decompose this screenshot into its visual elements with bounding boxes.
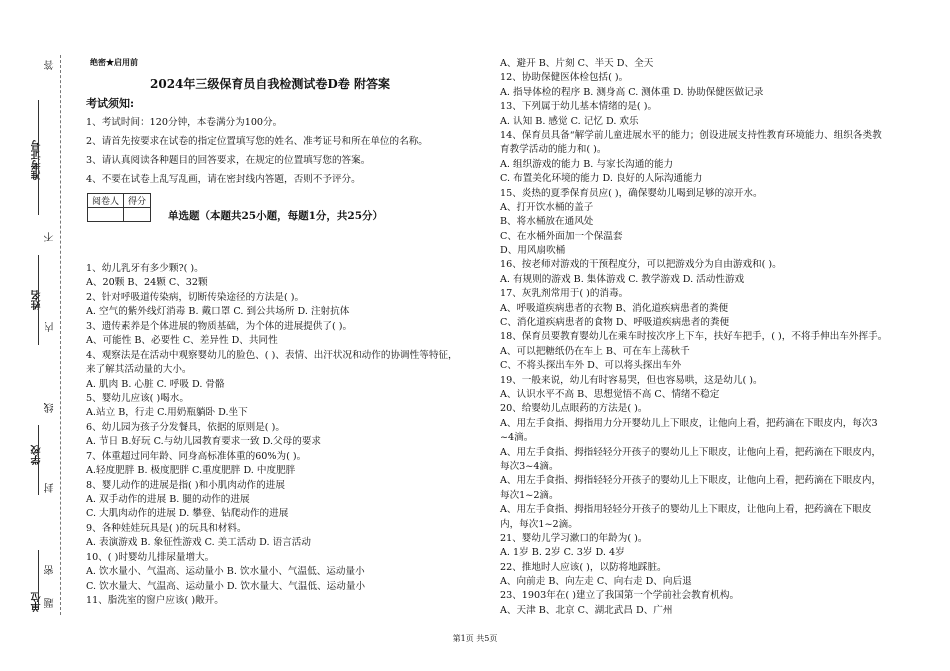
question-line: 7、体重超过同年龄、同身高标准体重的60%为( )。 <box>86 450 307 462</box>
question-line: 1、幼儿乳牙有多少颗?( )。 <box>86 263 204 274</box>
question-line: A. 双手动作的进展 B. 腿的动作的进展 <box>86 494 250 505</box>
left-question-column <box>86 262 491 609</box>
admission-number-label: 准考证号 <box>32 140 43 180</box>
question-line: 来了解其活动量的大小。 <box>86 364 192 376</box>
question-line: 19、一般来说，幼儿有时容易哭，但也容易哄，这是幼儿( )。 <box>500 374 763 386</box>
binding-fragment-da: 答 <box>45 60 56 70</box>
question-line: 5、婴幼儿应该( )喝水。 <box>86 392 189 404</box>
binding-fragment-nei: 内 <box>45 322 56 332</box>
question-line: 20、给婴幼儿点眼药的方法是( )。 <box>500 403 648 415</box>
question-line: 9、各种娃娃玩具是( )的玩具和材料。 <box>86 522 247 534</box>
question-line: A. 有规则的游戏 B. 集体游戏 C. 教学游戏 D. 活动性游戏 <box>500 273 745 285</box>
question-line: A、用左手食指、拇指用力分开婴幼儿上下眼皮，让他向上看，把药滴在下眼皮内，每次3 <box>500 417 878 429</box>
question-line: A. 认知 B. 感觉 C. 记忆 D. 欢乐 <box>500 115 639 127</box>
reviewer-cell: 阅卷人 <box>88 194 124 208</box>
binding-fragment-feng: 封 <box>45 483 56 493</box>
question-line: 育教学活动的能力和( )。 <box>500 144 607 156</box>
question-line: C、在水桶外面加一个保温套 <box>500 230 623 242</box>
question-line: D、用风扇吹桶 <box>500 245 566 257</box>
binding-fragment-bu: 不 <box>45 232 56 242</box>
question-line: A、用左手食指、拇指轻轻分开孩子的婴幼儿上下眼皮，让他向上看，把药滴在下眼皮内， <box>500 475 882 487</box>
question-line: 22、推地时人应该( )，以防将地踩脏。 <box>500 561 667 573</box>
question-line: A. 饮水量小、气温高、运动量小 B. 饮水量小、气温低、运动量小 <box>86 566 365 578</box>
question-line: A. 1岁 B. 2岁 C. 3岁 D. 4岁 <box>500 547 625 559</box>
binding-fragment-ti: 题 <box>45 598 56 608</box>
question-line: 内，每次1~2滴。 <box>500 518 578 530</box>
question-line: A. 肌肉 B. 心脏 C. 呼吸 D. 骨骼 <box>86 378 225 390</box>
question-line: A、向前走 B、向左走 C、向右走 D、向后退 <box>500 576 692 588</box>
question-line: 17、灰乳剂常用于( )的消毒。 <box>500 288 629 300</box>
unit-label: 单位 <box>32 592 43 612</box>
question-line: A. 指导体检的程序 B. 测身高 C. 测体重 D. 协助保健医做记录 <box>500 86 764 98</box>
question-line: A、打开饮水桶的盖子 <box>500 201 594 213</box>
notice-item: 4、不要在试卷上乱写乱画，请在密封线内答题，否则不予评分。 <box>86 174 361 185</box>
reviewer-input-cell[interactable] <box>88 208 124 222</box>
binding-fragment-xian: 线 <box>45 403 56 413</box>
question-line: A、用左手食指、拇指用轻轻分开孩子的婴幼儿上下眼皮，让他向上看，把药滴在下眼皮 <box>500 504 872 516</box>
question-line: A、20颗 B、24颗 C、32颗 <box>86 277 208 289</box>
notice-heading: 考试须知: <box>86 97 135 110</box>
question-line: 21、婴幼儿学习漱口的年龄为( )。 <box>500 532 648 544</box>
notice-item: 2、请首先按要求在试卷的指定位置填写您的姓名、准考证号和所在单位的名称。 <box>86 136 428 147</box>
question-line: C、消化道疾病患者的食物 D、呼吸道疾病患者的粪便 <box>500 317 730 329</box>
name-field[interactable] <box>38 255 39 345</box>
unit-field[interactable] <box>38 550 39 605</box>
section-title: 单选题（本题共25小题，每题1分，共25分） <box>168 210 384 222</box>
question-line: 每次3~4滴。 <box>500 460 559 472</box>
question-line: C. 大肌肉动作的进展 D. 攀登、钻爬动作的进展 <box>86 508 289 520</box>
score-box <box>87 193 151 222</box>
question-line: A. 表演游戏 B. 象征性游戏 C. 美工活动 D. 语言活动 <box>86 537 311 549</box>
school-field[interactable] <box>38 425 39 495</box>
right-question-column <box>500 57 910 618</box>
question-line: A、可能性 B、必要性 C、差异性 D、共同性 <box>86 335 278 347</box>
question-line: 2、针对呼吸道传染病，切断传染途径的方法是( )。 <box>86 291 305 303</box>
question-line: A.轻度肥胖 B. 极度肥胖 C.重度肥胖 D. 中度肥胖 <box>86 465 296 477</box>
secret-mark: 绝密★启用前 <box>90 57 138 67</box>
notice-item: 1、考试时间：120分钟，本卷满分为100分。 <box>86 117 283 128</box>
page-number: 第1页 共5页 <box>452 634 498 643</box>
binding-fragment-mi: 密 <box>45 565 56 575</box>
admission-number-field[interactable] <box>38 100 39 215</box>
question-line: C、不将头探出车外 D、可以将头探出车外 <box>500 360 682 372</box>
question-line: 18、保育员要教育婴幼儿在乘车时按次序上下车，扶好车把手，( )，不将手伸出车外挥手。 <box>500 331 888 343</box>
question-line: 3、遗传素养是个体进展的物质基础，为个体的进展提供了( )。 <box>86 320 353 332</box>
question-line: A、天津 B、北京 C、湖北武昌 D、广州 <box>500 604 673 616</box>
question-line: A. 节日 B.好玩 C.与幼儿园教育要求一致 D.父母的要求 <box>86 436 322 448</box>
question-line: 23、1903年在( )建立了我国第一个学前社会教育机构。 <box>500 590 740 602</box>
question-line: 6、幼儿园为孩子分发餐具，依据的原则是( )。 <box>86 421 285 433</box>
name-label: 姓名 <box>32 290 43 310</box>
question-line: A、认识水平不高 B、思想觉悟不高 C、情绪不稳定 <box>500 388 720 400</box>
question-line: A、避开 B、片刻 C、半天 D、全天 <box>500 58 654 69</box>
question-line: A. 空气的紫外线灯消毒 B. 戴口罩 C. 到公共场所 D. 注射抗体 <box>86 306 350 318</box>
question-line: 4、观察法是在活动中观察婴幼儿的脸色、( )、表情、出汗状况和动作的协调性等特征， <box>86 349 458 361</box>
question-line: 13、下列属于幼儿基本情绪的是( )。 <box>500 101 658 113</box>
binding-dashed-line <box>60 55 61 615</box>
question-line: 12、协助保健医体检包括( )。 <box>500 72 629 84</box>
score-header-cell: 得分 <box>124 194 151 208</box>
notice-item: 3、请认真阅读各种题目的回答要求，在规定的位置填写您的答案。 <box>86 155 371 166</box>
question-line: A、呼吸道疾病患者的衣物 B、消化道疾病患者的粪便 <box>500 302 729 314</box>
page-title: 2024年三级保育员自我检测试卷D卷 附答案 <box>150 77 390 91</box>
question-line: 11、脂洗室的窗户应该( )敞开。 <box>86 595 224 607</box>
question-line: 每次1~2滴。 <box>500 489 559 501</box>
question-line: 16、按老师对游戏的干预程度分，可以把游戏分为自由游戏和( )。 <box>500 259 782 271</box>
question-line: 8、婴儿动作的进展是指( )和小肌肉动作的进展 <box>86 479 285 491</box>
question-line: A. 组织游戏的能力 B. 与家长沟通的能力 <box>500 158 674 170</box>
school-label: 学校 <box>32 445 43 465</box>
question-line: ~4滴。 <box>500 432 534 444</box>
question-line: A.站立 B，行走 C.用奶瓶躺卧 D.坐下 <box>86 407 248 419</box>
question-line: C. 布置美化环境的能力 D. 良好的人际沟通能力 <box>500 173 703 185</box>
question-line: C. 饮水量大、气温高、运动量小 D. 饮水量大、气温低、运动量小 <box>86 580 366 592</box>
question-line: 14、保育员具备“解学前儿童进展水平的能力；创设进展支持性教育环境能力、组织各类教 <box>500 129 882 141</box>
question-line: B、将水桶放在通风处 <box>500 216 594 228</box>
question-line: A、可以把糖纸仍在车上 B、可在车上荡秋千 <box>500 345 690 357</box>
question-line: 10、( )时婴幼儿排尿量增大。 <box>86 551 215 563</box>
question-line: 15、炎热的夏季保育员应( )，确保婴幼儿喝到足够的凉开水。 <box>500 187 763 199</box>
question-line: A、用左手食指、拇指轻轻分开孩子的婴幼儿上下眼皮，让他向上看，把药滴在下眼皮内， <box>500 446 882 458</box>
score-input-cell[interactable] <box>124 208 151 222</box>
